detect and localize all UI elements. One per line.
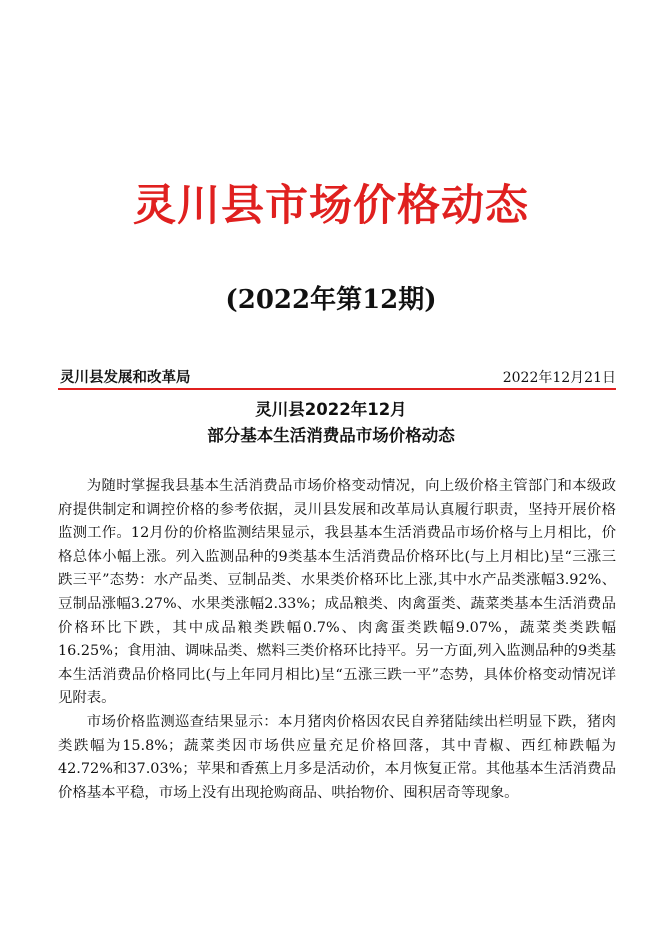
- header-divider: [58, 388, 616, 390]
- issue-number: (2022年第12期): [225, 285, 437, 315]
- article-title-line1: 灵川县2022年12月: [255, 400, 407, 419]
- publisher-name: 灵川县发展和改革局: [60, 370, 191, 386]
- publish-date: 2022年12月21日: [502, 370, 616, 386]
- paragraph-1: 为随时掌握我县基本生活消费品市场价格变动情况，向上级价格主管部门和本级政府提供制定和调控价格的参考依据，灵川县发展和改革局认真履行职责，坚持开展价格监测工作。12月份的价格监测结果显示，我县基本生活消费品市场价格与上月相比，价格总体小幅上涨。列入监测品种的9类基本生活消费品价格环比(与上月相比)呈“三涨三跌三平”态势：水产品类、豆制品类、水果类价格环比上涨,其中水产品类涨幅3.92%、豆制品涨幅3.27%、水果类涨幅2.33%；成品粮类、肉禽蛋类、蔬菜类基本生活消费品价格环比下跌，其中成品粮类跌幅0.7%、肉禽蛋类跌幅9.07%，蔬菜类类跌幅16.25%；食用油、调味品类、燃料三类价格环比持平。另一方面,列入监测品种的9类基本生活消费品价格同比(与上年同月相比)呈“五涨三跌一平”态势，具体价格变动情况详见附表。: [58, 478, 616, 707]
- article-body: [58, 475, 616, 805]
- article-title-line2: 部分基本生活消费品市场价格动态: [207, 426, 455, 445]
- publisher-row: [60, 368, 616, 390]
- masthead-title: 灵川县市场价格动态: [133, 181, 529, 231]
- paragraph-2: 市场价格监测巡查结果显示：本月猪肉价格因农民自养猪陆续出栏明显下跌，猪肉类跌幅为15.8%；蔬菜类因市场供应量充足价格回落，其中青椒、西红柿跌幅为42.72%和37.03%；苹果和香蕉上月多是活动价，本月恢复正常。其他基本生活消费品价格基本平稳，市场上没有出现抢购商品、哄抬物价、囤积居奇等现象。: [58, 713, 616, 801]
